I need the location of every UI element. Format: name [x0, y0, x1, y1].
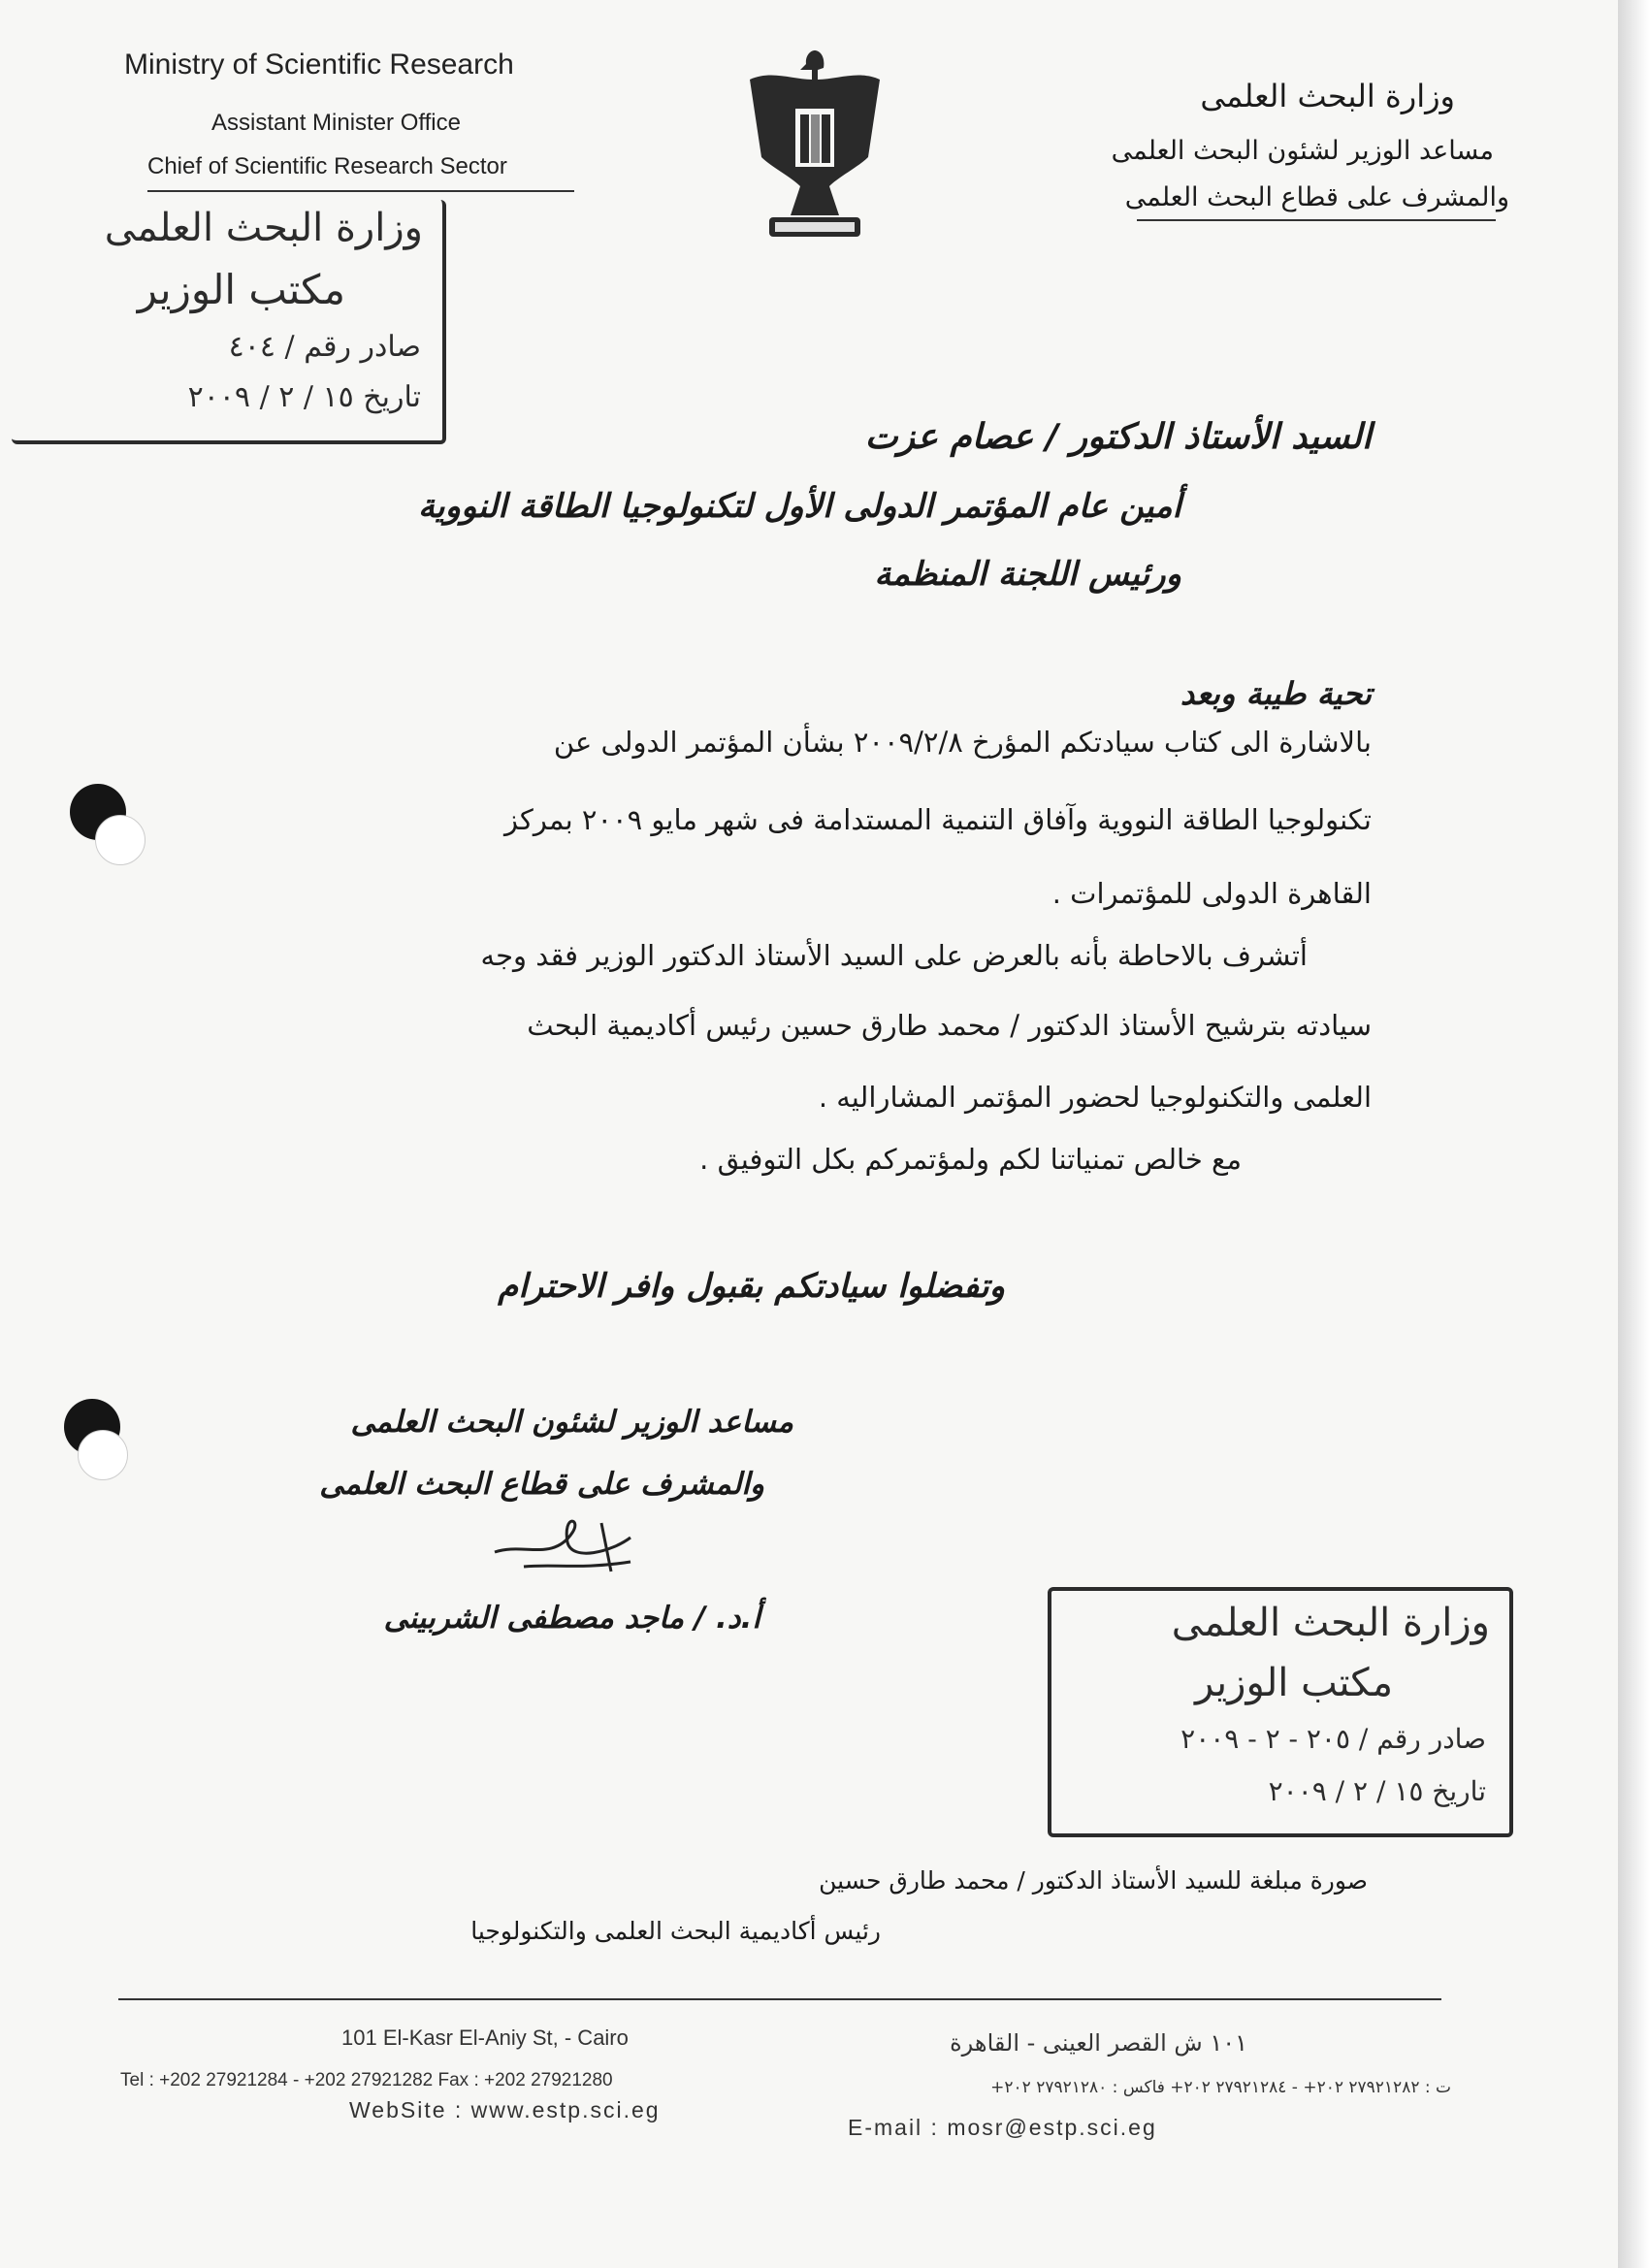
signatory-name: أ.د. / ماجد مصطفى الشربينى	[383, 1601, 760, 1636]
footer-address-ar: ١٠١ ش القصر العينى - القاهرة	[950, 2029, 1247, 2057]
handwritten-signature	[485, 1494, 669, 1581]
ministry-name-ar: وزارة البحث العلمى	[1200, 78, 1455, 114]
assistant-title-ar: مساعد الوزير لشئون البحث العلمى	[1111, 136, 1494, 166]
footer-phone-ar: ت : ٢٧٩٢١٢٨٢ ٢٠٢+ - ٢٧٩٢١٢٨٤ ٢٠٢+ فاكس : ٢٧٩٢١٢٨٠ ٢٠٢+	[990, 2078, 1451, 2097]
cc-line2: رئيس أكاديمية البحث العلمى والتكنولوجيا	[470, 1917, 881, 1945]
punch-hole-upper	[95, 815, 146, 865]
signature-title1: مساعد الوزير لشئون البحث العلمى	[350, 1405, 793, 1440]
punch-hole-lower	[78, 1430, 128, 1480]
stamp-bottom-date: تاريخ ١٥ / ٢ / ٢٠٠٩	[1268, 1775, 1486, 1807]
footer-website: WebSite : www.estp.sci.eg	[349, 2097, 661, 2122]
footer-rule	[118, 1998, 1441, 2000]
body-p3: مع خالص تمنياتنا لكم ولمؤتمركم بكل التوفيق .	[699, 1143, 1242, 1176]
ministry-name-en: Ministry of Scientific Research	[124, 49, 514, 81]
body-p2-line2: سيادته بترشيح الأستاذ الدكتور / محمد طارق حسين رئيس أكاديمية البحث	[527, 1009, 1372, 1042]
addressee-role: ورئيس اللجنة المنظمة	[874, 555, 1181, 594]
addressee-name: السيد الأستاذ الدكتور / عصام عزت	[864, 417, 1372, 457]
addressee-title: أمين عام المؤتمر الدولى الأول لتكنولوجيا الطاقة النووية	[417, 487, 1181, 526]
stamp-top-ministry: وزارة البحث العلمى	[104, 206, 423, 250]
stamp-top-date: تاريخ ١٥ / ٢ / ٢٠٠٩	[187, 380, 421, 414]
cc-line1: صورة مبلغة للسيد الأستاذ الدكتور / محمد طارق حسين	[819, 1866, 1368, 1895]
header-rule-left	[147, 190, 574, 192]
stamp-bottom-office: مكتب الوزير	[1194, 1661, 1393, 1705]
eagle-emblem-icon	[742, 41, 888, 244]
footer-address-en: 101 El-Kasr El-Aniy St, - Cairo	[341, 2025, 629, 2050]
body-p1-line2: تكنولوجيا الطاقة النووية وآفاق التنمية المستدامة فى شهر مايو ٢٠٠٩ بمركز	[504, 803, 1372, 836]
body-p1-line1: بالاشارة الى كتاب سيادتكم المؤرخ ٢٠٠٩/٢/٨ بشأن المؤتمر الدولى عن	[553, 726, 1372, 759]
office-name-en: Assistant Minister Office	[211, 110, 461, 136]
body-p2-line1: أتشرف بالاحاطة بأنه بالعرض على السيد الأستاذ الدكتور الوزير فقد وجه	[480, 939, 1308, 972]
stamp-top-office: مكتب الوزير	[137, 266, 345, 313]
page-edge	[1618, 0, 1649, 2268]
footer-email: E-mail : mosr@estp.sci.eg	[848, 2115, 1157, 2140]
header-rule-right	[1137, 219, 1496, 221]
footer-phone-en: Tel : +202 27921284 - +202 27921282 Fax : +202 27921280	[120, 2070, 613, 2090]
signature-title2: والمشرف على قطاع البحث العلمى	[319, 1467, 764, 1502]
sector-name-en: Chief of Scientific Research Sector	[147, 153, 507, 179]
stamp-top-number: صادر رقم / ٤٠٤	[228, 330, 421, 364]
stamp-bottom-ministry: وزارة البحث العلمى	[1171, 1601, 1490, 1645]
body-p2-line3: العلمى والتكنولوجيا لحضور المؤتمر المشاراليه .	[818, 1081, 1372, 1114]
outgoing-stamp-top	[12, 200, 446, 444]
closing-line: وتفضلوا سيادتكم بقبول وافر الاحترام	[498, 1267, 1005, 1306]
body-p1-line3: القاهرة الدولى للمؤتمرات .	[1051, 877, 1372, 910]
greeting: تحية طيبة وبعد	[1180, 675, 1372, 712]
stamp-bottom-number: صادر رقم / ٢٠٥ - ٢ - ٢٠٠٩	[1180, 1723, 1486, 1755]
supervisor-title-ar: والمشرف على قطاع البحث العلمى	[1124, 182, 1509, 212]
outgoing-stamp-bottom	[1048, 1587, 1513, 1837]
